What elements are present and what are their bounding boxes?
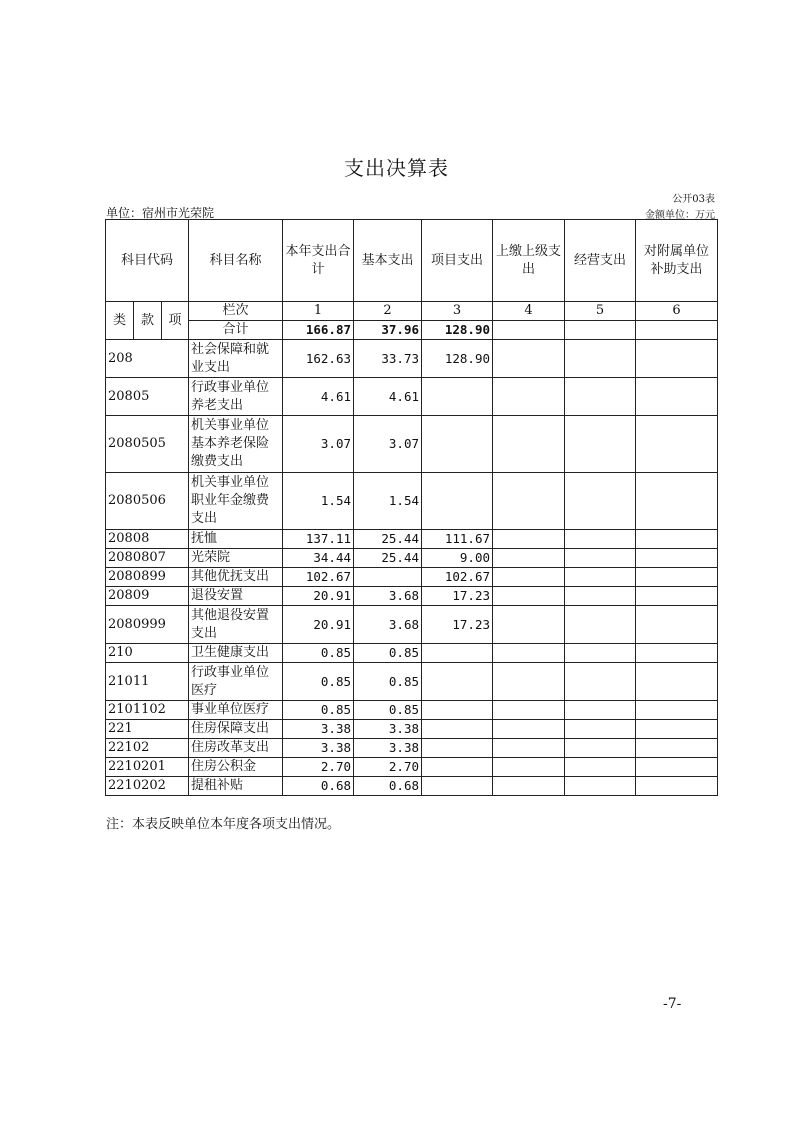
subject-code: 20809 xyxy=(106,587,189,606)
total-expenditure: 0.85 xyxy=(283,701,354,720)
total-expenditure: 3.07 xyxy=(283,416,354,473)
table-row xyxy=(106,663,718,701)
project-expenditure: 111.67 xyxy=(422,530,493,549)
column-number: 6 xyxy=(636,302,718,321)
subject-code: 21011 xyxy=(106,663,189,701)
expenditure-table xyxy=(105,219,718,796)
total-value: 166.87 xyxy=(283,321,354,340)
project-expenditure xyxy=(422,701,493,720)
subject-name: 光荣院 xyxy=(189,549,283,568)
total-expenditure: 0.68 xyxy=(283,777,354,796)
basic-expenditure: 2.70 xyxy=(354,758,422,777)
page-number: -7- xyxy=(663,996,682,1012)
subject-code: 20808 xyxy=(106,530,189,549)
total-expenditure: 20.91 xyxy=(283,587,354,606)
total-expenditure: 20.91 xyxy=(283,606,354,644)
basic-expenditure: 3.68 xyxy=(354,587,422,606)
project-expenditure xyxy=(422,777,493,796)
empty-cell xyxy=(493,321,565,340)
empty-cell xyxy=(565,701,636,720)
header-remit: 上缴上级支出 xyxy=(493,220,565,302)
table-row xyxy=(106,340,718,378)
total-label: 合计 xyxy=(189,321,283,340)
empty-cell xyxy=(636,758,718,777)
table-row xyxy=(106,587,718,606)
subject-code: 208 xyxy=(106,340,189,378)
basic-expenditure: 1.54 xyxy=(354,473,422,530)
total-expenditure: 3.38 xyxy=(283,720,354,739)
basic-expenditure: 0.85 xyxy=(354,663,422,701)
empty-cell xyxy=(636,549,718,568)
empty-cell xyxy=(565,340,636,378)
table-row xyxy=(106,758,718,777)
column-number: 2 xyxy=(354,302,422,321)
empty-cell xyxy=(565,644,636,663)
basic-expenditure: 0.85 xyxy=(354,644,422,663)
subject-name: 住房改革支出 xyxy=(189,739,283,758)
form-number: 公开03表 xyxy=(672,194,715,205)
empty-cell xyxy=(493,378,565,416)
subject-name: 行政事业单位医疗 xyxy=(189,663,283,701)
empty-cell xyxy=(636,777,718,796)
empty-cell xyxy=(565,530,636,549)
subject-name: 住房保障支出 xyxy=(189,720,283,739)
subject-name: 行政事业单位养老支出 xyxy=(189,378,283,416)
basic-expenditure xyxy=(354,568,422,587)
header-lanci: 栏次 xyxy=(189,302,283,321)
empty-cell xyxy=(565,720,636,739)
empty-cell xyxy=(565,739,636,758)
empty-cell xyxy=(565,758,636,777)
total-value: 37.96 xyxy=(354,321,422,340)
header-basic: 基本支出 xyxy=(354,220,422,302)
column-number: 3 xyxy=(422,302,493,321)
subject-name: 抚恤 xyxy=(189,530,283,549)
total-expenditure: 1.54 xyxy=(283,473,354,530)
empty-cell xyxy=(565,378,636,416)
subject-code: 2080899 xyxy=(106,568,189,587)
empty-cell xyxy=(493,758,565,777)
subject-name: 住房公积金 xyxy=(189,758,283,777)
empty-cell xyxy=(636,663,718,701)
basic-expenditure: 3.38 xyxy=(354,720,422,739)
empty-cell xyxy=(493,720,565,739)
data-rows xyxy=(106,340,718,796)
subject-name: 其他优抚支出 xyxy=(189,568,283,587)
table-row xyxy=(106,739,718,758)
header-kuan: 款 xyxy=(134,302,162,340)
total-expenditure: 0.85 xyxy=(283,663,354,701)
subject-code: 22102 xyxy=(106,739,189,758)
empty-cell xyxy=(493,340,565,378)
empty-cell xyxy=(493,739,565,758)
subject-name: 机关事业单位职业年金缴费支出 xyxy=(189,473,283,530)
basic-expenditure: 33.73 xyxy=(354,340,422,378)
empty-cell xyxy=(565,606,636,644)
project-expenditure xyxy=(422,644,493,663)
subject-name: 社会保障和就业支出 xyxy=(189,340,283,378)
column-number: 1 xyxy=(283,302,354,321)
table-row xyxy=(106,473,718,530)
empty-cell xyxy=(493,473,565,530)
basic-expenditure: 25.44 xyxy=(354,530,422,549)
subject-name: 卫生健康支出 xyxy=(189,644,283,663)
empty-cell xyxy=(636,530,718,549)
subject-code: 2080999 xyxy=(106,606,189,644)
empty-cell xyxy=(493,606,565,644)
project-expenditure xyxy=(422,663,493,701)
basic-expenditure: 4.61 xyxy=(354,378,422,416)
empty-cell xyxy=(565,663,636,701)
subject-code: 221 xyxy=(106,720,189,739)
empty-cell xyxy=(636,720,718,739)
empty-cell xyxy=(493,530,565,549)
empty-cell xyxy=(493,549,565,568)
total-expenditure: 162.63 xyxy=(283,340,354,378)
header-code: 科目代码 xyxy=(106,220,189,302)
subject-name: 提租补贴 xyxy=(189,777,283,796)
total-expenditure: 3.38 xyxy=(283,739,354,758)
basic-expenditure: 25.44 xyxy=(354,549,422,568)
empty-cell xyxy=(493,777,565,796)
empty-cell xyxy=(636,739,718,758)
project-expenditure: 9.00 xyxy=(422,549,493,568)
unit-label: 单位：宿州市光荣院 xyxy=(106,206,215,220)
subject-name: 事业单位医疗 xyxy=(189,701,283,720)
table-row xyxy=(106,378,718,416)
project-expenditure: 17.23 xyxy=(422,587,493,606)
empty-cell xyxy=(565,568,636,587)
subject-code: 2101102 xyxy=(106,701,189,720)
subject-code: 2080506 xyxy=(106,473,189,530)
total-expenditure: 102.67 xyxy=(283,568,354,587)
empty-cell xyxy=(493,663,565,701)
table-row xyxy=(106,606,718,644)
empty-cell xyxy=(636,606,718,644)
empty-cell xyxy=(565,587,636,606)
header-row xyxy=(106,220,718,302)
empty-cell xyxy=(493,644,565,663)
table-row xyxy=(106,720,718,739)
project-expenditure xyxy=(422,720,493,739)
empty-cell xyxy=(636,473,718,530)
empty-cell xyxy=(565,321,636,340)
column-number: 4 xyxy=(493,302,565,321)
subject-name: 退役安置 xyxy=(189,587,283,606)
total-value: 128.90 xyxy=(422,321,493,340)
subject-code: 2080505 xyxy=(106,416,189,473)
total-row xyxy=(106,321,718,340)
empty-cell xyxy=(565,473,636,530)
project-expenditure: 128.90 xyxy=(422,340,493,378)
subject-code: 2210201 xyxy=(106,758,189,777)
project-expenditure xyxy=(422,378,493,416)
table-row xyxy=(106,416,718,473)
header-xiang: 项 xyxy=(162,302,189,340)
table-note: 注：本表反映单位本年度各项支出情况。 xyxy=(106,817,341,832)
money-unit-label: 金额单位：万元 xyxy=(645,210,715,221)
header-operating: 经营支出 xyxy=(565,220,636,302)
total-expenditure: 4.61 xyxy=(283,378,354,416)
empty-cell xyxy=(636,340,718,378)
empty-cell xyxy=(636,378,718,416)
subject-code: 210 xyxy=(106,644,189,663)
total-expenditure: 34.44 xyxy=(283,549,354,568)
table-row xyxy=(106,530,718,549)
subject-code: 2080807 xyxy=(106,549,189,568)
project-expenditure: 102.67 xyxy=(422,568,493,587)
total-expenditure: 2.70 xyxy=(283,758,354,777)
table-row xyxy=(106,644,718,663)
empty-cell xyxy=(493,701,565,720)
project-expenditure: 17.23 xyxy=(422,606,493,644)
project-expenditure xyxy=(422,758,493,777)
empty-cell xyxy=(493,416,565,473)
empty-cell xyxy=(636,644,718,663)
total-expenditure: 137.11 xyxy=(283,530,354,549)
page-title: 支出决算表 xyxy=(344,156,449,180)
subject-code: 20805 xyxy=(106,378,189,416)
basic-expenditure: 0.68 xyxy=(354,777,422,796)
header-total: 本年支出合计 xyxy=(283,220,354,302)
empty-cell xyxy=(636,587,718,606)
project-expenditure xyxy=(422,739,493,758)
subject-name: 其他退役安置支出 xyxy=(189,606,283,644)
table-row xyxy=(106,701,718,720)
table-row xyxy=(106,549,718,568)
column-number: 5 xyxy=(565,302,636,321)
subject-name: 机关事业单位基本养老保险缴费支出 xyxy=(189,416,283,473)
empty-cell xyxy=(636,701,718,720)
empty-cell xyxy=(636,416,718,473)
table-row xyxy=(106,777,718,796)
total-expenditure: 0.85 xyxy=(283,644,354,663)
empty-cell xyxy=(636,321,718,340)
header-name: 科目名称 xyxy=(189,220,283,302)
table-row xyxy=(106,568,718,587)
empty-cell xyxy=(565,549,636,568)
project-expenditure xyxy=(422,416,493,473)
header-subsidy: 对附属单位补助支出 xyxy=(636,220,718,302)
empty-cell xyxy=(565,416,636,473)
empty-cell xyxy=(636,568,718,587)
basic-expenditure: 3.68 xyxy=(354,606,422,644)
basic-expenditure: 0.85 xyxy=(354,701,422,720)
basic-expenditure: 3.38 xyxy=(354,739,422,758)
empty-cell xyxy=(565,777,636,796)
header-lei: 类 xyxy=(106,302,134,340)
subject-code: 2210202 xyxy=(106,777,189,796)
empty-cell xyxy=(493,568,565,587)
header-project: 项目支出 xyxy=(422,220,493,302)
basic-expenditure: 3.07 xyxy=(354,416,422,473)
project-expenditure xyxy=(422,473,493,530)
column-number-row xyxy=(106,302,718,321)
empty-cell xyxy=(493,587,565,606)
